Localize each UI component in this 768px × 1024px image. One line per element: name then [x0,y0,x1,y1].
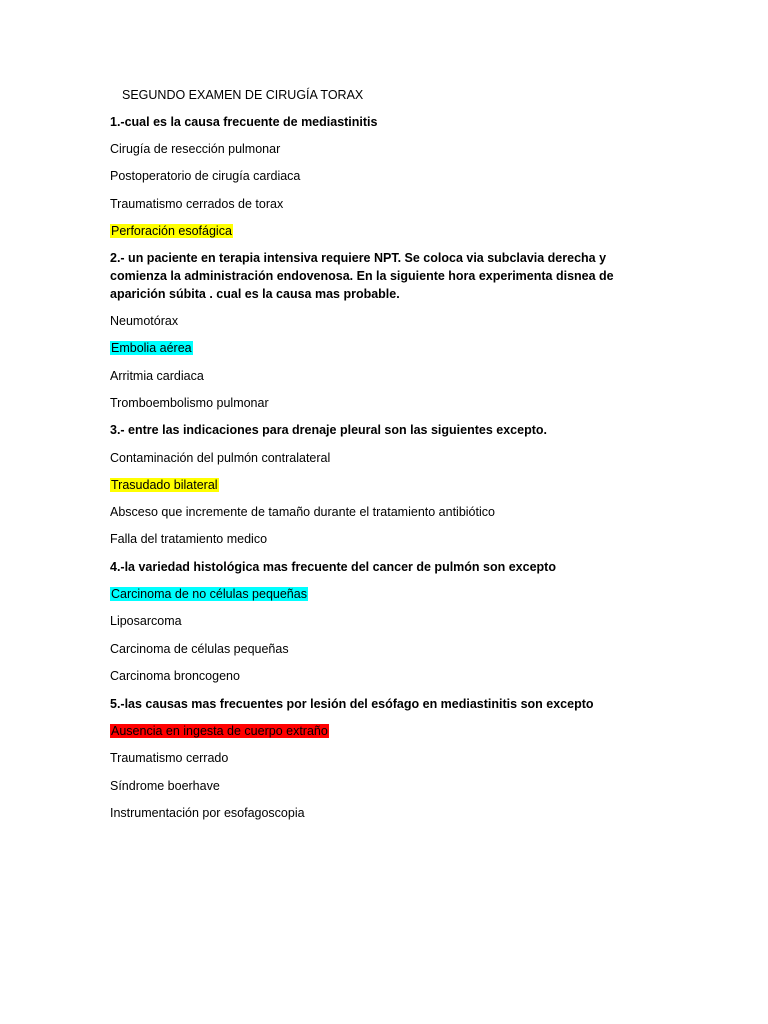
question-3: 3.- entre las indicaciones para drenaje pleural son las siguientes excepto. [110,423,547,437]
question-4-option-2: Liposarcoma [110,614,182,628]
question-1-option-1: Cirugía de resección pulmonar [110,142,281,156]
question-1-option-3: Traumatismo cerrados de torax [110,197,284,211]
question-2-option-4: Tromboembolismo pulmonar [110,396,269,410]
question-4-option-1-highlighted [110,585,308,603]
question-1-option-4-highlighted [110,222,233,240]
question-3-option-2-highlighted [110,476,219,494]
question-4: 4.-la variedad histológica mas frecuente del cancer de pulmón son excepto [110,560,556,574]
question-3-option-1: Contaminación del pulmón contralateral [110,451,331,465]
question-2-option-2-highlighted [110,339,193,357]
question-5: 5.-las causas mas frecuentes por lesión del esófago en mediastinitis son excepto [110,697,594,711]
question-3-option-4: Falla del tratamiento medico [110,532,268,546]
question-1-option-2: Postoperatorio de cirugía cardiaca [110,169,301,183]
highlighted-answer: Ausencia en ingesta de cuerpo extraño [111,724,328,738]
highlighted-answer: Perforación esofágica [111,224,232,238]
page-title: SEGUNDO EXAMEN DE CIRUGÍA TORAX [122,88,364,102]
question-4-option-3: Carcinoma de células pequeñas [110,642,289,656]
question-4-option-4: Carcinoma broncogeno [110,669,240,683]
question-5-option-4: Instrumentación por esofagoscopia [110,806,305,820]
question-2-option-3: Arritmia cardiaca [110,369,204,383]
question-1: 1.-cual es la causa frecuente de mediastinitis [110,115,378,129]
question-3-option-3: Absceso que incremente de tamaño durante el tratamiento antibiótico [110,505,495,519]
question-5-option-3: Síndrome boerhave [110,779,220,793]
highlighted-answer: Embolia aérea [111,341,192,355]
question-2-option-1: Neumotórax [110,314,179,328]
highlighted-answer: Trasudado bilateral [111,478,218,492]
question-2: 2.- un paciente en terapia intensiva requiere NPT. Se coloca via subclavia derecha y comienza la administración endovenosa. En la siguiente hora experimenta disnea de aparición súbita . cual es la causa mas probable. [110,251,614,301]
question-5-option-2: Traumatismo cerrado [110,751,229,765]
question-5-option-1-highlighted [110,722,329,740]
highlighted-answer: Carcinoma de no células pequeñas [111,587,307,601]
